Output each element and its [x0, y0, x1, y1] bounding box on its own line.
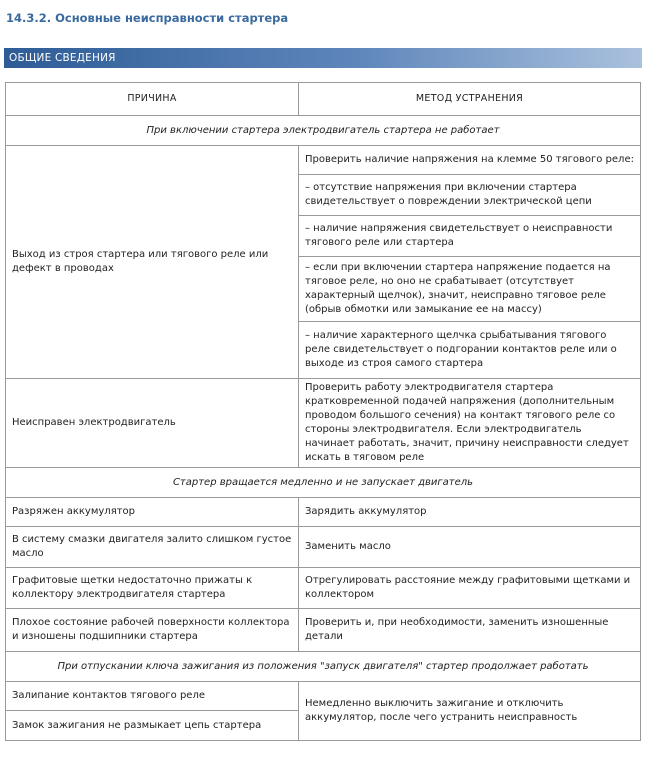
cause-cell: Плохое состояние рабочей поверхности коллектора и изношены подшипники стартера: [6, 609, 299, 652]
method-cell: – отсутствие напряжения при включении стартера свидетельствует о повреждении электрической цепи: [299, 175, 641, 216]
table-row: [6, 146, 641, 175]
method-cell: Проверить и, при необходимости, заменить изношенные детали: [299, 609, 641, 652]
method-cell: Проверить работу электродвигателя стартера кратковременной подачей напряжения (дополнительным проводом большого сечения) на контакт тягового реле со стороны электродвигателя. Если электродвигатель начинает работать, значит, причину неисправности следует искать в тяговом реле: [299, 379, 641, 468]
cause-cell: Графитовые щетки недостаточно прижаты к коллектору электродвигателя стартера: [6, 568, 299, 609]
method-cell: Отрегулировать расстояние между графитовыми щетками и коллектором: [299, 568, 641, 609]
table-row: [6, 682, 641, 711]
cause-cell: Выход из строя стартера или тягового реле или дефект в проводах: [6, 146, 299, 379]
faults-table: [5, 82, 641, 741]
method-cell: Зарядить аккумулятор: [299, 498, 641, 527]
cause-cell: Замок зажигания не размыкает цепь стартера: [6, 711, 299, 741]
table-row: [6, 527, 641, 568]
table-header-row: [6, 83, 641, 116]
page-title: 14.3.2. Основные неисправности стартера: [6, 11, 289, 25]
section-band: ОБЩИЕ СВЕДЕНИЯ: [4, 48, 642, 68]
section-heading: При включении стартера электродвигатель стартера не работает: [6, 116, 641, 146]
table-row: [6, 568, 641, 609]
method-cell: – наличие напряжения свидетельствует о неисправности тягового реле или стартера: [299, 216, 641, 257]
method-cell: Проверить наличие напряжения на клемме 50 тягового реле:: [299, 146, 641, 175]
cause-cell: В систему смазки двигателя залито слишком густое масло: [6, 527, 299, 568]
method-cell: – если при включении стартера напряжение подается на тяговое реле, но оно не срабатывает (отсутствует характерный щелчок), значит, неисправно тяговое реле (обрыв обмотки или замыкание ее на массу): [299, 257, 641, 322]
cause-cell: Неисправен электродвигатель: [6, 379, 299, 468]
cause-cell: Разряжен аккумулятор: [6, 498, 299, 527]
section-row: [6, 116, 641, 146]
table-row: [6, 498, 641, 527]
table-row: [6, 379, 641, 468]
section-row: [6, 468, 641, 498]
column-header-method: МЕТОД УСТРАНЕНИЯ: [299, 83, 641, 116]
method-cell: Немедленно выключить зажигание и отключить аккумулятор, после чего устранить неисправность: [299, 682, 641, 741]
method-cell: – наличие характерного щелчка срыбатывания тягового реле свидетельствует о подгорании контактов реле или о выходе из строя самого стартера: [299, 322, 641, 379]
section-heading: Стартер вращается медленно и не запускает двигатель: [6, 468, 641, 498]
column-header-cause: ПРИЧИНА: [6, 83, 299, 116]
table-row: [6, 609, 641, 652]
section-row: [6, 652, 641, 682]
section-heading: При отпускании ключа зажигания из положения "запуск двигателя" стартер продолжает работать: [6, 652, 641, 682]
method-cell: Заменить масло: [299, 527, 641, 568]
cause-cell: Залипание контактов тягового реле: [6, 682, 299, 711]
